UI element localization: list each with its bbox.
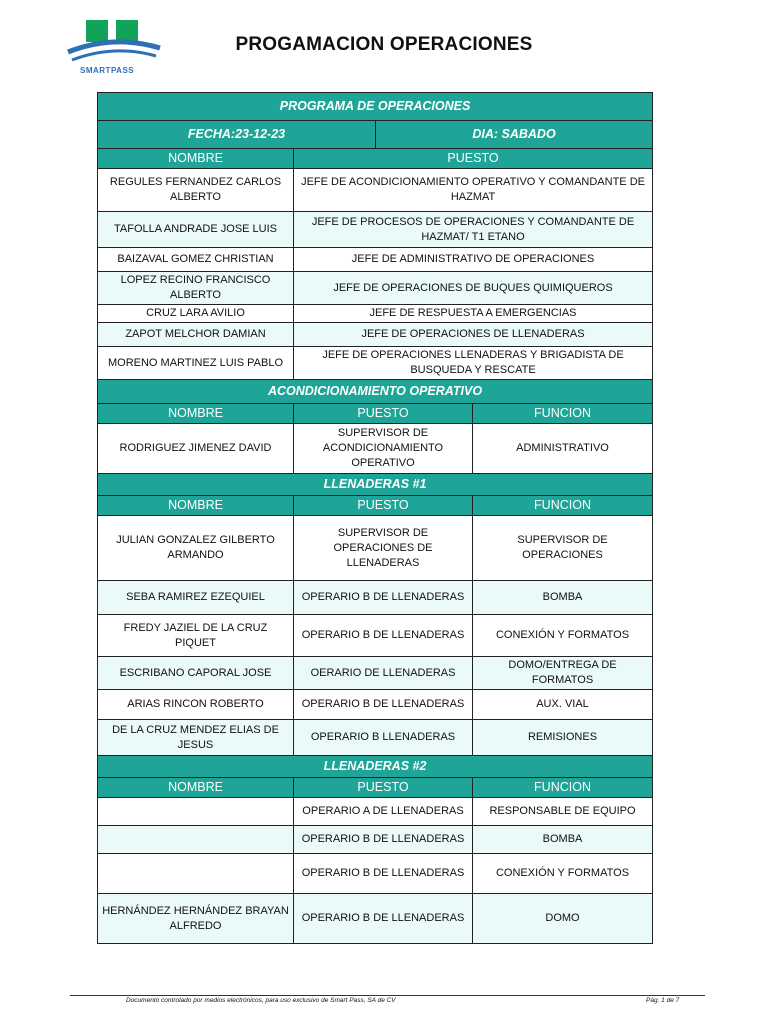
logo-text: SMARTPASS	[80, 66, 135, 75]
puesto-cell: JEFE DE PROCESOS DE OPERACIONES Y COMANDANTE DE HAZMAT/ T1 ETANO	[294, 212, 653, 248]
funcion-cell: DOMO/ENTREGA DE FORMATOS	[473, 657, 653, 690]
table-row	[98, 272, 653, 305]
puesto-cell: JEFE DE ADMINISTRATIVO DE OPERACIONES	[294, 248, 653, 272]
funcion-cell: RESPONSABLE DE EQUIPO	[473, 798, 653, 826]
puesto-cell: OPERARIO B DE LLENADERAS	[294, 826, 473, 854]
dia-cell: DIA: SABADO	[376, 121, 653, 149]
table-row	[98, 169, 653, 212]
section-banner	[98, 93, 653, 121]
nombre-cell: FREDY JAZIEL DE LA CRUZ PIQUET	[98, 615, 294, 657]
puesto-cell: OPERARIO B DE LLENADERAS	[294, 615, 473, 657]
table-row	[98, 516, 653, 581]
puesto-cell: OPERARIO B DE LLENADERAS	[294, 690, 473, 720]
nombre-cell	[98, 854, 294, 894]
section-title: LLENADERAS #2	[98, 756, 653, 778]
footer-divider	[70, 995, 705, 996]
nombre-cell: ZAPOT MELCHOR DAMIAN	[98, 323, 294, 347]
header-nombre: NOMBRE	[98, 149, 294, 169]
puesto-cell: JEFE DE OPERACIONES LLENADERAS Y BRIGADISTA DE BUSQUEDA Y RESCATE	[294, 347, 653, 380]
header-nombre: NOMBRE	[98, 778, 294, 798]
header-funcion: FUNCION	[473, 778, 653, 798]
document-title: PROGAMACION OPERACIONES	[235, 34, 533, 55]
header-puesto: PUESTO	[294, 496, 473, 516]
nombre-cell: CRUZ LARA AVILIO	[98, 305, 294, 323]
nombre-cell: ARIAS RINCON ROBERTO	[98, 690, 294, 720]
section-title: PROGRAMA DE OPERACIONES	[98, 93, 653, 121]
header-puesto: PUESTO	[294, 404, 473, 424]
nombre-cell: RODRIGUEZ JIMENEZ DAVID	[98, 424, 294, 474]
fecha-cell: FECHA:23-12-23	[98, 121, 376, 149]
table-row	[98, 894, 653, 944]
section-banner	[98, 380, 653, 404]
header-funcion: FUNCION	[473, 404, 653, 424]
nombre-cell: DE LA CRUZ MENDEZ ELIAS DE JESUS	[98, 720, 294, 756]
nombre-cell	[98, 826, 294, 854]
puesto-cell: OPERARIO B DE LLENADERAS	[294, 854, 473, 894]
funcion-cell: DOMO	[473, 894, 653, 944]
funcion-cell: CONEXIÓN Y FORMATOS	[473, 615, 653, 657]
puesto-cell: OPERARIO B DE LLENADERAS	[294, 894, 473, 944]
table-row	[98, 720, 653, 756]
header-row	[98, 778, 653, 798]
nombre-cell: ESCRIBANO CAPORAL JOSE	[98, 657, 294, 690]
footer-disclaimer: Documento controlado por medios electrónicos, para uso exclusivo de Smart Pass, SA de CV	[126, 997, 396, 1004]
nombre-cell: BAIZAVAL GOMEZ CHRISTIAN	[98, 248, 294, 272]
section-banner	[98, 474, 653, 496]
table-row	[98, 690, 653, 720]
header-row	[98, 149, 653, 169]
funcion-cell: BOMBA	[473, 581, 653, 615]
table-row	[98, 854, 653, 894]
table-row	[98, 615, 653, 657]
puesto-cell: JEFE DE OPERACIONES DE LLENADERAS	[294, 323, 653, 347]
table-row	[98, 798, 653, 826]
header-puesto: PUESTO	[294, 778, 473, 798]
section-banner	[98, 756, 653, 778]
puesto-cell: OPERARIO B DE LLENADERAS	[294, 581, 473, 615]
puesto-cell: OPERARIO A DE LLENADERAS	[294, 798, 473, 826]
nombre-cell	[98, 798, 294, 826]
puesto-cell: JEFE DE RESPUESTA A EMERGENCIAS	[294, 305, 653, 323]
operations-table	[97, 92, 653, 944]
nombre-cell: SEBA RAMIREZ EZEQUIEL	[98, 581, 294, 615]
nombre-cell: MORENO MARTINEZ LUIS PABLO	[98, 347, 294, 380]
section-title: ACONDICIONAMIENTO OPERATIVO	[98, 380, 653, 404]
puesto-cell: SUPERVISOR DE ACONDICIONAMIENTO OPERATIVO	[294, 424, 473, 474]
header-nombre: NOMBRE	[98, 404, 294, 424]
footer-page-number: Pág. 1 de 7	[646, 997, 680, 1004]
table-row	[98, 305, 653, 323]
table-row	[98, 826, 653, 854]
puesto-cell: OPERARIO B LLENADERAS	[294, 720, 473, 756]
funcion-cell: BOMBA	[473, 826, 653, 854]
table-row	[98, 212, 653, 248]
nombre-cell: LOPEZ RECINO FRANCISCO ALBERTO	[98, 272, 294, 305]
header-row	[98, 496, 653, 516]
nombre-cell: TAFOLLA ANDRADE JOSE LUIS	[98, 212, 294, 248]
header-funcion: FUNCION	[473, 496, 653, 516]
header-row	[98, 404, 653, 424]
funcion-cell: CONEXIÓN Y FORMATOS	[473, 854, 653, 894]
puesto-cell: SUPERVISOR DE OPERACIONES DE LLENADERAS	[294, 516, 473, 581]
nombre-cell: HERNÁNDEZ HERNÁNDEZ BRAYAN ALFREDO	[98, 894, 294, 944]
puesto-cell: JEFE DE ACONDICIONAMIENTO OPERATIVO Y COMANDANTE DE HAZMAT	[294, 169, 653, 212]
table-row	[98, 323, 653, 347]
funcion-cell: SUPERVISOR DE OPERACIONES	[473, 516, 653, 581]
date-row	[98, 121, 653, 149]
funcion-cell: ADMINISTRATIVO	[473, 424, 653, 474]
puesto-cell: OERARIO DE LLENADERAS	[294, 657, 473, 690]
table-row	[98, 657, 653, 690]
table-row	[98, 347, 653, 380]
funcion-cell: REMISIONES	[473, 720, 653, 756]
table-row	[98, 248, 653, 272]
section-title: LLENADERAS #1	[98, 474, 653, 496]
header-puesto: PUESTO	[294, 149, 653, 169]
puesto-cell: JEFE DE OPERACIONES DE BUQUES QUIMIQUEROS	[294, 272, 653, 305]
table-row	[98, 581, 653, 615]
nombre-cell: REGULES FERNANDEZ CARLOS ALBERTO	[98, 169, 294, 212]
header-nombre: NOMBRE	[98, 496, 294, 516]
nombre-cell: JULIAN GONZALEZ GILBERTO ARMANDO	[98, 516, 294, 581]
table-row	[98, 424, 653, 474]
funcion-cell: AUX. VIAL	[473, 690, 653, 720]
